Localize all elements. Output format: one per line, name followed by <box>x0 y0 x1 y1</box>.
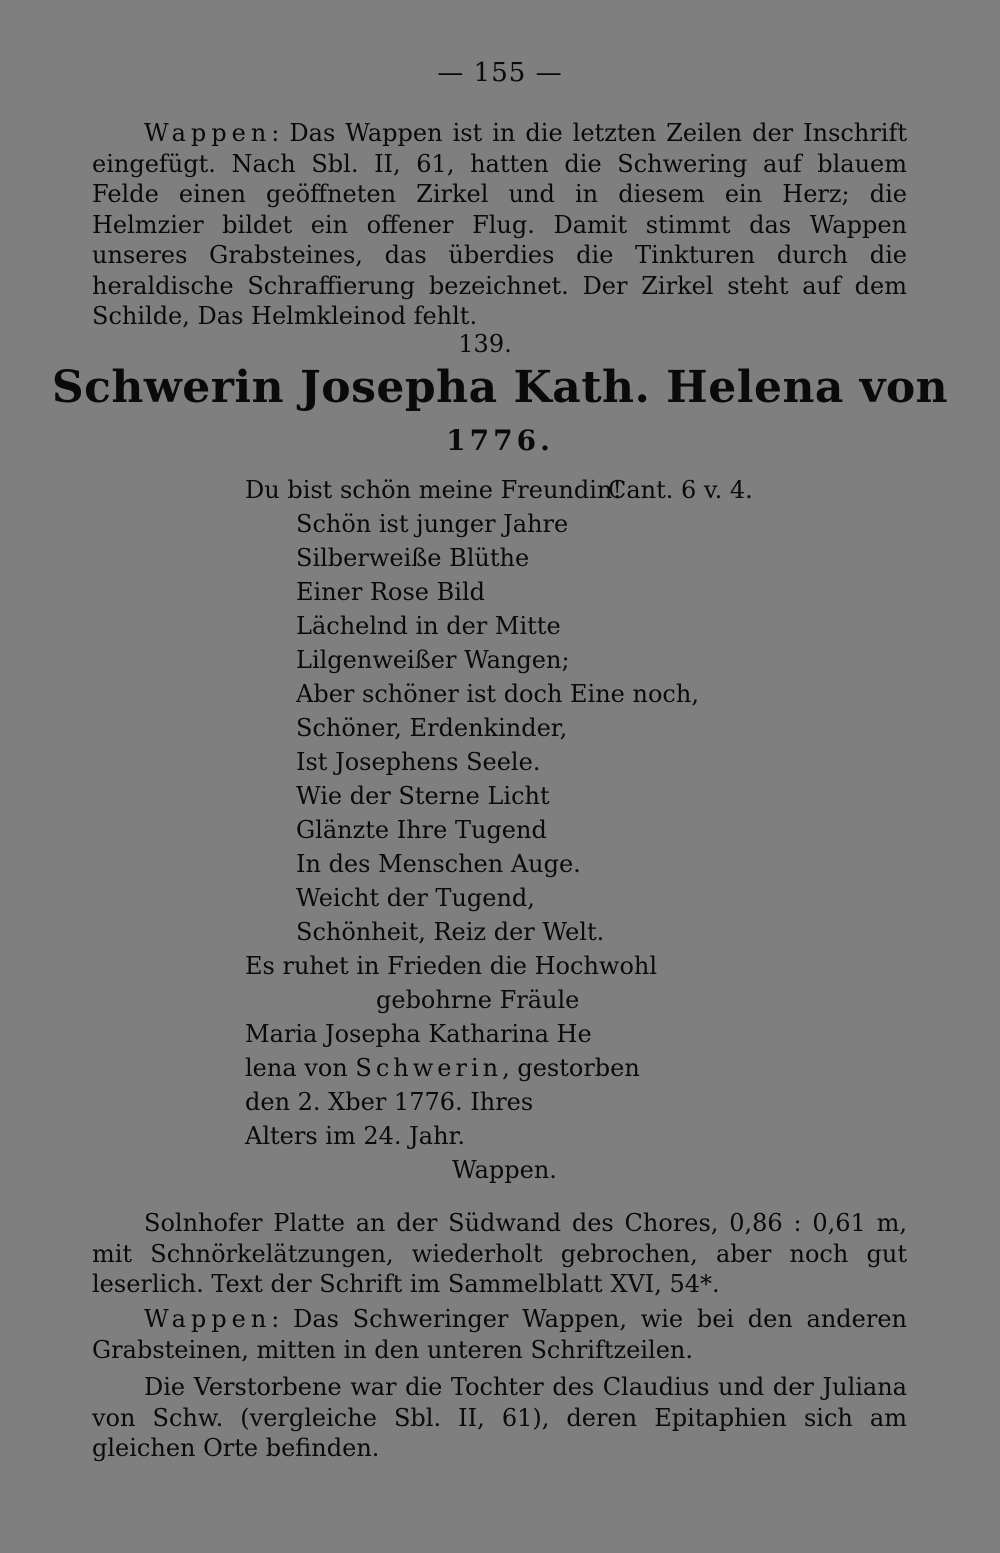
notes-paragraph <box>92 1372 907 1464</box>
epitaph-line: Wappen. <box>452 1156 557 1184</box>
epitaph-line <box>245 1052 640 1084</box>
intro-label: Wappen <box>144 119 272 147</box>
verse-line: Glänzte Ihre Tugend <box>296 816 547 844</box>
verse-line: Schöner, Erdenkinder, <box>296 714 568 742</box>
verse-line: Schönheit, Reiz der Welt. <box>296 918 605 946</box>
entry-year: 1776. <box>446 424 554 457</box>
notes-label: Wappen <box>144 1305 272 1333</box>
epitaph-name: Schwerin <box>355 1054 503 1082</box>
entry-number: 139. <box>458 330 512 358</box>
epitaph-line: Alters im 24. Jahr. <box>245 1122 465 1150</box>
inscription-motto: Du bist schön meine Freundin! <box>245 476 623 504</box>
inscription-motto-ref: Cant. 6 v. 4. <box>608 476 753 504</box>
epitaph-text: lena von <box>245 1054 348 1082</box>
entry-title: Schwerin Josepha Kath. Helena von <box>51 362 949 413</box>
epitaph-line: Maria Josepha Katharina He <box>245 1020 592 1048</box>
intro-text: : Das Wappen ist in die letzten Zeilen der Inschrift eingefügt. Nach Sbl. II, 61, hatten die Schwering auf blauem Felde einen geöffneten Zirkel und in diesem ein Herz; die Helmzier bildet ein offener Flug. Damit stimmt das Wappen unseres Grabsteines, das überdies die Tinkturen durch die heraldische Schraffierung bezeichnet. Der Zirkel steht auf dem Schilde, Das Helmkleinod fehlt. <box>92 119 907 330</box>
notes-paragraph <box>92 1208 907 1300</box>
epitaph-line: den 2. Xber 1776. Ihres <box>245 1088 534 1116</box>
epitaph-line: gebohrne Fräule <box>376 986 580 1014</box>
epitaph-text: , gestorben <box>502 1054 640 1082</box>
verse-line: Silberweiße Blüthe <box>296 544 530 572</box>
page-number: — 155 — <box>437 58 563 88</box>
verse-line: Lilgenweißer Wangen; <box>296 646 570 674</box>
verse-line: Aber schöner ist doch Eine noch, <box>296 680 699 708</box>
notes-text: : Das Schweringer Wappen, wie bei den anderen Grabsteinen, mitten in den unteren Schriftzeilen. <box>92 1305 907 1364</box>
verse-line: Einer Rose Bild <box>296 578 485 606</box>
notes-text: Die Verstorbene war die Tochter des Claudius und der Juliana von Schw. (vergleiche Sbl. II, 61), deren Epitaphien sich am gleichen Orte befinden. <box>92 1373 907 1462</box>
notes-text: Solnhofer Platte an der Südwand des Chores, 0,86 : 0,61 m, mit Schnörkelätzungen, wiederholt gebrochen, aber noch gut leserlich. Text der Schrift im Sammelblatt XVI, 54*. <box>92 1209 907 1298</box>
verse-line: Wie der Sterne Licht <box>296 782 550 810</box>
intro-paragraph <box>92 118 907 332</box>
notes-paragraph <box>92 1304 907 1365</box>
verse-line: Lächelnd in der Mitte <box>296 612 561 640</box>
verse-line: Schön ist junger Jahre <box>296 510 569 538</box>
verse-line: Ist Josephens Seele. <box>296 748 541 776</box>
verse-line: In des Menschen Auge. <box>296 850 581 878</box>
verse-line: Weicht der Tugend, <box>296 884 535 912</box>
epitaph-line: Es ruhet in Frieden die Hochwohl <box>245 952 658 980</box>
